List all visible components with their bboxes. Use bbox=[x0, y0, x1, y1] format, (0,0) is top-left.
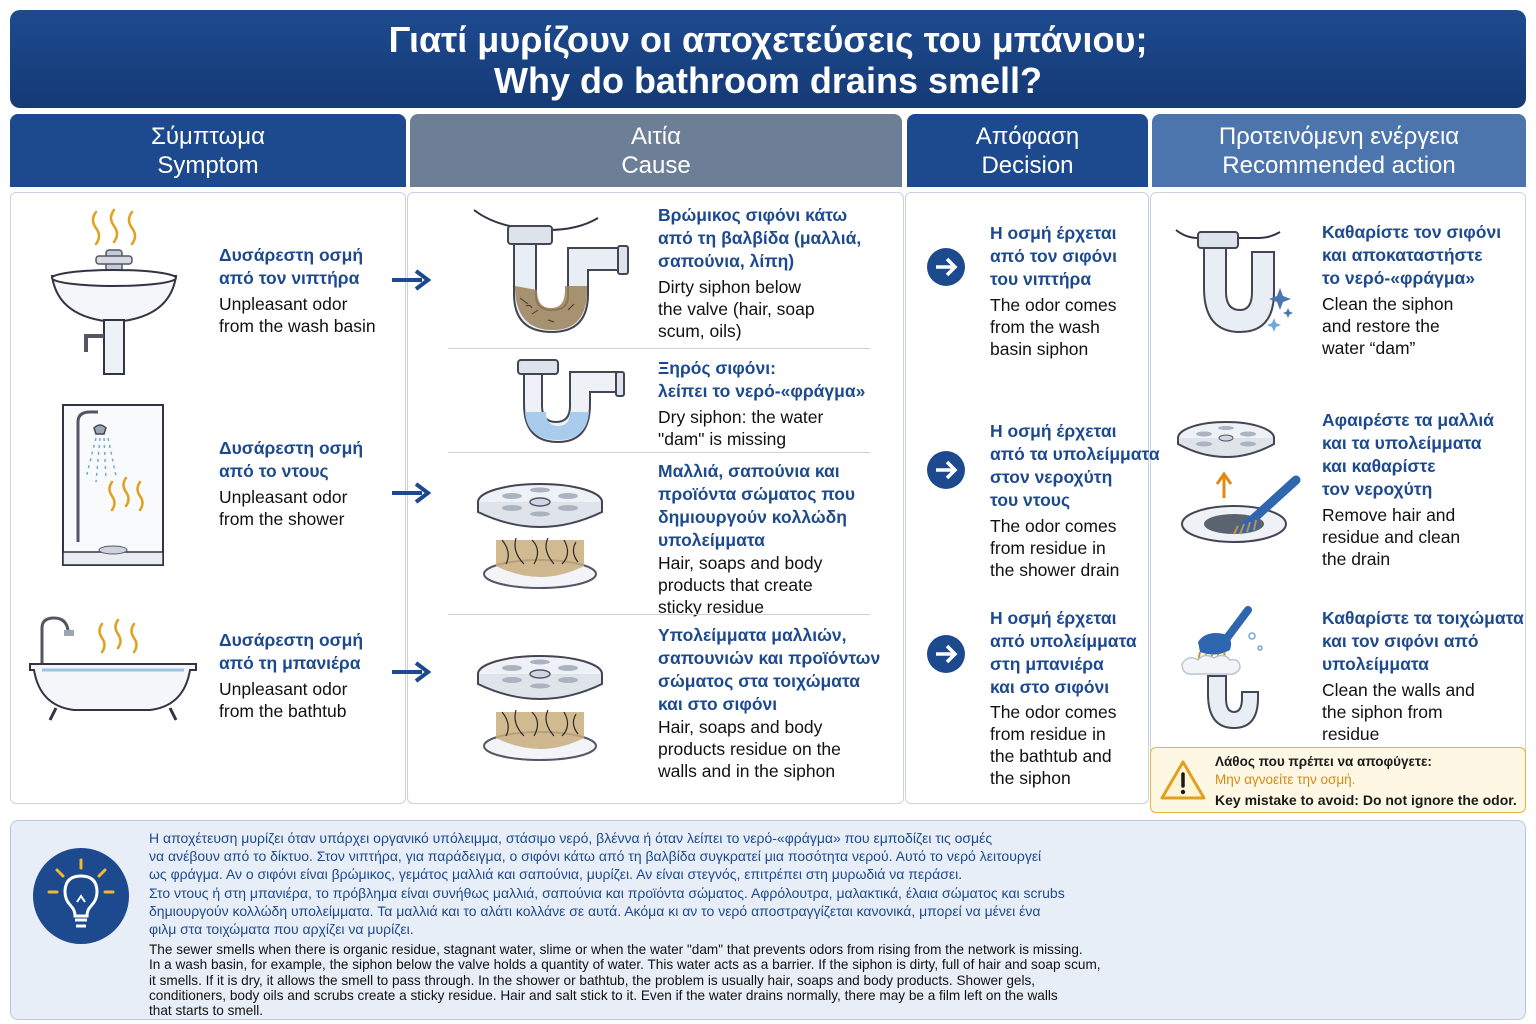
symptom-gr: από τον νιπτήρα bbox=[219, 268, 360, 288]
bathtub-icon bbox=[26, 614, 200, 724]
decision-en: from the wash bbox=[990, 317, 1100, 337]
cause-gr: από τη βαλβίδα (μαλλιά, bbox=[658, 228, 862, 248]
drain-brush-icon bbox=[1172, 414, 1312, 550]
decision-gr: του νιπτήρα bbox=[990, 269, 1092, 289]
cause-en: Dirty siphon below bbox=[658, 277, 801, 297]
explanation-line: να ανέβουν από το δίκτυο. Στον νιπτήρα, για παράδειγμα, ο σιφόνι κάτω από τη βαλβίδα συγκρατεί μια ποσότητα νερού. Αυτό το νερό λειτουργεί bbox=[149, 848, 1042, 865]
warning-title-gr: Λάθος που πρέπει να αποφύγετε: bbox=[1215, 754, 1432, 769]
divider bbox=[448, 348, 870, 349]
explanation-greek bbox=[149, 829, 1149, 938]
action-gr: και αποκαταστήστε bbox=[1322, 245, 1483, 265]
header-cause bbox=[410, 114, 902, 187]
action-en: water “dam” bbox=[1322, 338, 1416, 358]
cause-gr: Ξηρός σιφόνι: bbox=[658, 358, 776, 378]
cause-gr: και στο σιφόνι bbox=[658, 694, 778, 714]
symptom-gr: Δυσάρεστη οσμή bbox=[219, 245, 364, 265]
decision-en: The odor comes bbox=[990, 295, 1117, 315]
symptom-en: from the shower bbox=[219, 509, 345, 529]
key-mistake-box bbox=[1150, 747, 1526, 813]
cause-en: Hair, soaps and body bbox=[658, 717, 823, 737]
clogged-drain-icon bbox=[472, 480, 608, 592]
action-gr: το νερό-«φράγμα» bbox=[1322, 268, 1476, 288]
action-gr: τον νεροχύτη bbox=[1322, 479, 1433, 499]
symptom-en: Unpleasant odor bbox=[219, 679, 348, 699]
decision-en: The odor comes bbox=[990, 516, 1117, 536]
action-en: the siphon from bbox=[1322, 702, 1443, 722]
decision-en: from residue in bbox=[990, 538, 1106, 558]
symptom-en: Unpleasant odor bbox=[219, 487, 348, 507]
action-en: residue bbox=[1322, 724, 1380, 744]
action-en: Remove hair and bbox=[1322, 505, 1456, 525]
dry-siphon-icon bbox=[494, 356, 634, 448]
header-decision-gr: Απόφαση bbox=[975, 123, 1080, 150]
arrow-circle-icon bbox=[926, 247, 966, 287]
cause-gr: σαπούνια, λίπη) bbox=[658, 251, 795, 271]
action-en: the drain bbox=[1322, 549, 1391, 569]
cause-dry-siphon bbox=[658, 357, 865, 450]
warning-text-gr: Μην αγνοείτε την οσμή. bbox=[1215, 772, 1356, 787]
explanation-line: φιλμ στα τοιχώματα που αρχίζει να μυρίζει. bbox=[149, 921, 414, 938]
cause-en: sticky residue bbox=[658, 597, 765, 617]
lightbulb-icon bbox=[31, 846, 131, 946]
cause-residue-walls bbox=[658, 624, 880, 782]
cause-gr: σαπουνιών και προϊόντων bbox=[658, 648, 881, 668]
explanation-line: The sewer smells when there is organic residue, stagnant water, slime or when the water "dam" that prevents odors from rising from the network is missing. bbox=[149, 942, 1083, 957]
action-gr: Αφαιρέστε τα μαλλιά bbox=[1322, 410, 1494, 430]
cause-gr: λείπει το νερό-«φράγμα» bbox=[658, 381, 866, 401]
cause-gr: Μαλλιά, σαπούνια και bbox=[658, 461, 840, 481]
symptom-gr: από τη μπανιέρα bbox=[219, 653, 361, 673]
header-symptom-gr: Σύμπτωμα bbox=[151, 123, 265, 150]
wash-basin-icon bbox=[44, 208, 184, 378]
symptom-shower bbox=[219, 437, 363, 530]
decision-gr: στον νεροχύτη bbox=[990, 467, 1113, 487]
symptom-en: Unpleasant odor bbox=[219, 294, 348, 314]
action-clean-siphon bbox=[1322, 221, 1501, 359]
explanation-line: In a wash basin, for example, the siphon below the valve holds a quantity of water. This water acts as a barrier. If the siphon is dirty, full of hair and soap scum, bbox=[149, 957, 1101, 973]
header-decision-en: Decision bbox=[981, 152, 1074, 179]
explanation-english bbox=[149, 942, 1194, 1018]
divider bbox=[448, 452, 870, 453]
explanation-line: Η αποχέτευση μυρίζει όταν υπάρχει οργανικό υπόλειμμα, στάσιμο νερό, βλέννα ή όταν λείπει το νερό-«φράγμα» που εμποδίζει τις οσμές bbox=[149, 830, 993, 846]
warning-text-en: Key mistake to avoid: Do not ignore the odor. bbox=[1215, 792, 1517, 808]
action-gr: και τα υπολείμματα bbox=[1322, 433, 1482, 453]
decision-gr: και στο σιφόνι bbox=[990, 677, 1110, 697]
decision-gr: Η οσμή έρχεται bbox=[990, 608, 1117, 628]
cause-gr: Υπολείμματα μαλλιών, bbox=[658, 625, 847, 645]
symptom-gr: Δυσάρεστη οσμή bbox=[219, 438, 364, 458]
cause-dirty-siphon bbox=[658, 204, 861, 342]
decision-en: the siphon bbox=[990, 768, 1071, 788]
decision-washbasin bbox=[990, 222, 1117, 360]
cause-en: products residue on the bbox=[658, 739, 841, 759]
cause-gr: προϊόντα σώματος που bbox=[658, 484, 856, 504]
title-english: Why do bathroom drains smell? bbox=[493, 60, 1043, 101]
decision-gr: του ντους bbox=[990, 490, 1071, 510]
symptom-en: from the wash basin bbox=[219, 316, 376, 336]
cause-gr: υπολείμματα bbox=[658, 530, 765, 550]
header-symptom-en: Symptom bbox=[157, 152, 259, 179]
header-cause-en: Cause bbox=[621, 152, 691, 179]
action-en: Clean the walls and bbox=[1322, 680, 1475, 700]
decision-en: basin siphon bbox=[990, 339, 1089, 359]
decision-gr: Η οσμή έρχεται bbox=[990, 421, 1117, 441]
header-action-gr: Προτεινόμενη ενέργεια bbox=[1218, 123, 1460, 150]
decision-en: the shower drain bbox=[990, 560, 1120, 580]
action-gr: Καθαρίστε τα τοιχώματα bbox=[1322, 608, 1524, 628]
explanation-box bbox=[10, 820, 1526, 1020]
decision-bathtub bbox=[990, 607, 1137, 789]
cause-gr: Βρώμικος σιφόνι κάτω bbox=[658, 205, 848, 225]
action-gr: υπολείμματα bbox=[1322, 654, 1429, 674]
clean-siphon-icon bbox=[1172, 222, 1302, 342]
explanation-line: it smells. If it is dry, it allows the smell to pass through. In the shower or bathtub, the problem is usually hair, soaps and body products. Shower gels, bbox=[149, 972, 1036, 988]
action-remove-hair bbox=[1322, 409, 1494, 570]
cause-en: Hair, soaps and body bbox=[658, 553, 823, 573]
decision-en: from residue in bbox=[990, 724, 1106, 744]
residue-drain-icon bbox=[472, 652, 608, 764]
symptom-gr: από το ντους bbox=[219, 461, 329, 481]
explanation-line: conditioners, body oils and scrubs create a sticky residue. Hair and salt stick to it. Even if the water drains normally, there may be a film left on the walls bbox=[149, 987, 1058, 1003]
decision-gr: από υπολείμματα bbox=[990, 631, 1137, 651]
header-symptom bbox=[10, 114, 406, 187]
header-action-en: Recommended action bbox=[1222, 152, 1456, 179]
cause-en: "dam" is missing bbox=[658, 429, 787, 449]
action-clean-walls bbox=[1322, 607, 1524, 745]
cause-hair-soap bbox=[658, 460, 855, 618]
arrow-circle-icon bbox=[926, 634, 966, 674]
symptom-bathtub bbox=[219, 629, 363, 722]
action-en: Clean the siphon bbox=[1322, 294, 1454, 314]
decision-gr: από τα υπολείμματα bbox=[990, 444, 1160, 464]
page-title bbox=[10, 10, 1526, 108]
cause-gr: σώματος στα τοιχώματα bbox=[658, 671, 861, 691]
decision-gr: στη μπανιέρα bbox=[990, 654, 1104, 674]
dirty-siphon-icon bbox=[468, 206, 638, 338]
brush-siphon-icon bbox=[1178, 606, 1274, 736]
decision-en: the bathtub and bbox=[990, 746, 1112, 766]
symptom-gr: Δυσάρεστη οσμή bbox=[219, 630, 364, 650]
cause-gr: δημιουργούν κολλώδη bbox=[658, 507, 847, 527]
divider bbox=[448, 614, 870, 615]
header-cause-gr: Αιτία bbox=[630, 123, 682, 150]
cause-en: products that create bbox=[658, 575, 813, 595]
explanation-line: Στο ντους ή στη μπανιέρα, το πρόβλημα είναι συνήθως μαλλιά, σαπούνια και προϊόντα σώματος. Αφρόλουτρα, μαλακτικά, έλαια σώματος και scrubs bbox=[149, 884, 1065, 901]
explanation-line: δημιουργούν κολλώδη υπολείμματα. Τα μαλλιά και το αλάτι κολλάνε σε αυτά. Ακόμα κι αν το νερό αποστραγγίζεται κανονικά, μπορεί να μένει ένα bbox=[149, 902, 1041, 919]
action-gr: και τον σιφόνι από bbox=[1322, 631, 1479, 651]
warning-icon bbox=[1159, 759, 1207, 801]
arrow-right-icon bbox=[390, 660, 432, 684]
symptom-washbasin bbox=[219, 244, 376, 337]
cause-en: Dry siphon: the water bbox=[658, 407, 824, 427]
explanation-line: ως φράγμα. Αν ο σιφόνι είναι βρώμικος, γεμάτος μαλλιά και σαπούνια, μυρίζει. Αν είναι στεγνός, επιτρέπει στη μυρωδιά να περάσει. bbox=[149, 866, 963, 883]
arrow-right-icon bbox=[390, 481, 432, 505]
decision-gr: Η οσμή έρχεται bbox=[990, 223, 1117, 243]
cause-en: walls and in the siphon bbox=[658, 761, 836, 781]
header-action bbox=[1152, 114, 1526, 187]
shower-icon bbox=[60, 402, 166, 568]
decision-shower bbox=[990, 420, 1160, 581]
explanation-line: that starts to smell. bbox=[149, 1003, 264, 1019]
action-gr: και καθαρίστε bbox=[1322, 456, 1436, 476]
cause-en: scum, oils) bbox=[658, 321, 742, 341]
symptom-en: from the bathtub bbox=[219, 701, 347, 721]
action-en: residue and clean bbox=[1322, 527, 1461, 547]
cause-en: the valve (hair, soap bbox=[658, 299, 815, 319]
decision-en: The odor comes bbox=[990, 702, 1117, 722]
action-en: and restore the bbox=[1322, 316, 1440, 336]
arrow-circle-icon bbox=[926, 450, 966, 490]
action-gr: Καθαρίστε τον σιφόνι bbox=[1322, 222, 1502, 242]
title-greek: Γιατί μυρίζουν οι αποχετεύσεις του μπάνιου; bbox=[388, 19, 1148, 60]
header-decision bbox=[907, 114, 1148, 187]
decision-gr: από τον σιφόνι bbox=[990, 246, 1117, 266]
arrow-right-icon bbox=[390, 268, 432, 292]
